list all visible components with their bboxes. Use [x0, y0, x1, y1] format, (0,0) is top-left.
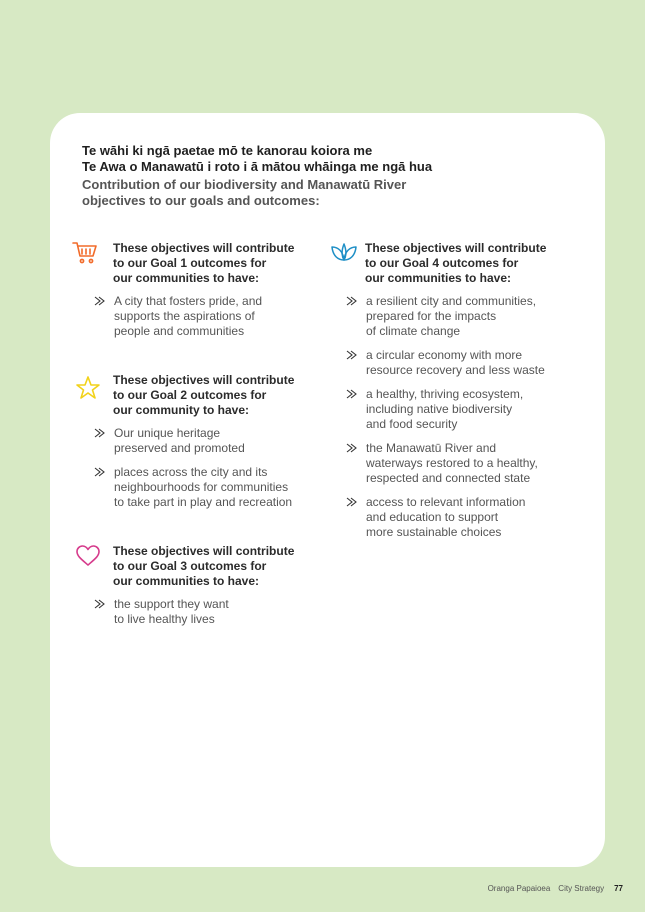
goal-4-title: These objectives will contribute to our Goal 4 outcomes for our communities to have: — [365, 241, 547, 285]
leaf-icon — [330, 242, 358, 262]
list-item: Our unique heritage preserved and promoted — [94, 426, 294, 456]
star-icon — [75, 375, 101, 401]
goal-4-block — [327, 241, 555, 549]
goal-3-title: These objectives will contribute to our Goal 3 outcomes for our communities to have: — [113, 544, 295, 588]
goal-1-outcomes — [75, 294, 303, 339]
chevron-right-icon — [346, 349, 358, 361]
goal-2-block — [75, 373, 303, 519]
english-heading: Contribution of our biodiversity and Manawatū River objectives to our goals and outcomes: — [82, 177, 407, 208]
list-item: the support they want to live healthy lives — [94, 597, 294, 627]
chevron-right-icon — [94, 466, 106, 478]
list-item: access to relevant information and education to support more sustainable choices — [346, 495, 546, 540]
list-item: a healthy, thriving ecosystem, including native biodiversity and food security — [346, 387, 546, 432]
chevron-right-icon — [94, 295, 106, 307]
maori-heading: Te wāhi ki ngā paetae mō te kanorau koiora me Te Awa o Manawatū i roto i ā mātou whāinga me ngā hua — [82, 143, 433, 174]
section-heading — [82, 143, 562, 209]
list-item: A city that fosters pride, and supports the aspirations of people and communities — [94, 294, 294, 339]
goal-3-block — [75, 544, 303, 636]
shopping-cart-icon — [72, 241, 98, 265]
goal-1-block — [75, 241, 303, 348]
chevron-right-icon — [346, 388, 358, 400]
publication-name: Oranga Papaioea — [487, 884, 551, 893]
goal-3-outcomes — [75, 597, 303, 627]
list-item: a circular economy with more resource recovery and less waste — [346, 348, 546, 378]
chevron-right-icon — [94, 598, 106, 610]
chevron-right-icon — [346, 496, 358, 508]
page-number: 77 — [614, 884, 623, 893]
chevron-right-icon — [94, 427, 106, 439]
chevron-right-icon — [346, 295, 358, 307]
chevron-right-icon — [346, 442, 358, 454]
list-item: the Manawatū River and waterways restored to a healthy, respected and connected state — [346, 441, 546, 486]
goal-2-outcomes — [75, 426, 303, 510]
goal-4-outcomes — [327, 294, 555, 540]
goal-1-title: These objectives will contribute to our Goal 1 outcomes for our communities to have: — [113, 241, 295, 285]
section-name: City Strategy — [558, 884, 605, 893]
list-item: a resilient city and communities, prepared for the impacts of climate change — [346, 294, 546, 339]
heart-icon — [75, 544, 101, 568]
goal-2-title: These objectives will contribute to our Goal 2 outcomes for our community to have: — [113, 373, 295, 417]
page-footer — [488, 884, 623, 893]
list-item: places across the city and its neighbourhoods for communities to take part in play and recreation — [94, 465, 294, 510]
